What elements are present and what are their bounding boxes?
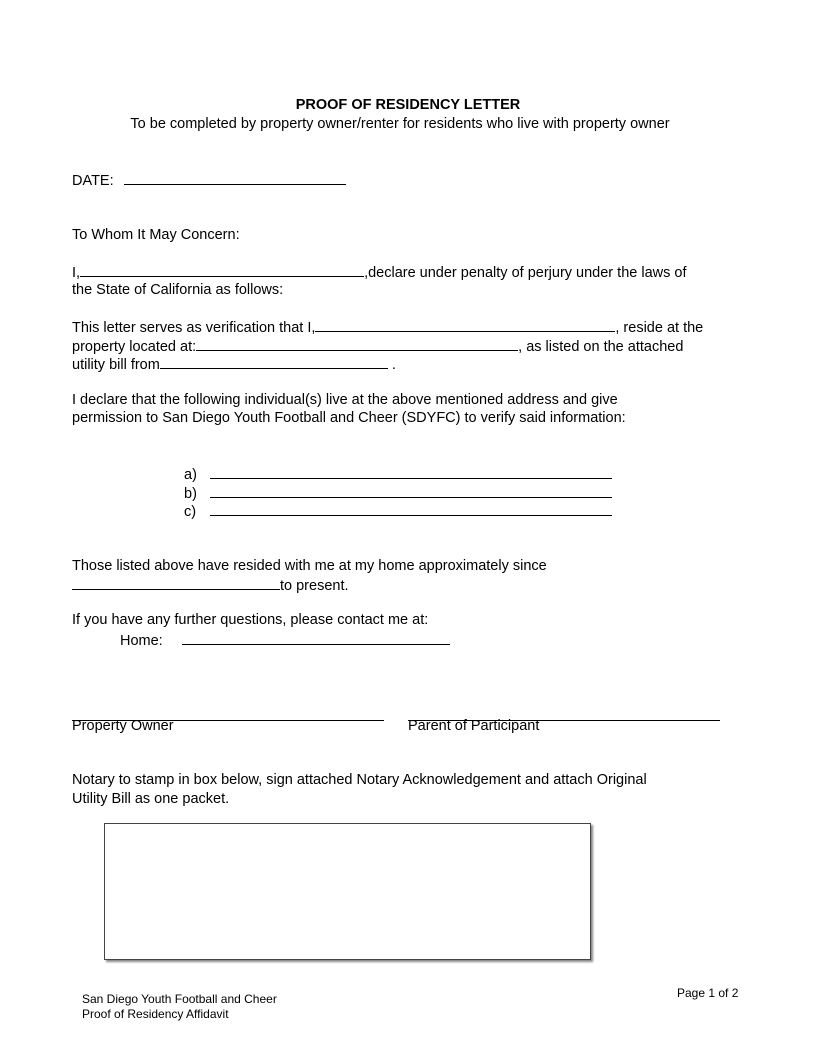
verification-text-2-end: , as listed on the attached xyxy=(518,339,684,355)
property-address-field[interactable] xyxy=(196,336,518,351)
declaration-text: ,declare under penalty of perjury under the laws of xyxy=(364,265,687,281)
residence-line-2 xyxy=(72,575,349,595)
declaration-line-2: the State of California as follows: xyxy=(72,282,284,298)
individual-row-c xyxy=(184,501,612,521)
contact-line-1: If you have any further questions, please contact me at: xyxy=(72,612,429,628)
verification-line-1 xyxy=(72,317,703,337)
verification-text-3-end: . xyxy=(387,357,396,373)
home-label: Home: xyxy=(120,633,163,649)
salutation: To Whom It May Concern: xyxy=(72,227,240,243)
individual-row-b xyxy=(184,483,612,503)
parent-label: Parent of Participant xyxy=(408,718,540,734)
residence-line-1: Those listed above have resided with me at my home approximately since xyxy=(72,558,547,574)
declarant-name-field[interactable] xyxy=(80,262,364,277)
utility-bill-field[interactable] xyxy=(160,354,388,369)
individual-field-c[interactable] xyxy=(210,501,612,516)
declaration-line-1 xyxy=(72,262,686,282)
verification-text-2: property located at: xyxy=(72,339,197,355)
verification-line-2 xyxy=(72,336,683,356)
date-field[interactable] xyxy=(124,170,346,185)
property-owner-label: Property Owner xyxy=(72,718,174,734)
home-phone-row xyxy=(120,630,450,650)
verification-text-1: This letter serves as verification that I, xyxy=(72,320,316,336)
residence-to-present: to present. xyxy=(280,578,349,594)
residence-since-field[interactable] xyxy=(72,575,280,590)
verification-text-3: utility bill from xyxy=(72,357,160,373)
footer-doc-title: Proof of Residency Affidavit xyxy=(82,1007,229,1021)
individual-label-a: a) xyxy=(184,467,197,483)
verification-line-3 xyxy=(72,354,396,374)
declaration-prefix: I, xyxy=(72,265,81,281)
individual-row-a xyxy=(184,464,612,484)
individual-label-c: c) xyxy=(184,504,197,520)
notary-line-1: Notary to stamp in box below, sign attached Notary Acknowledgement and attach Original xyxy=(72,772,647,788)
date-label: DATE: xyxy=(72,173,114,189)
permission-line-1: I declare that the following individual(s) live at the above mentioned address and give xyxy=(72,392,618,408)
home-phone-field[interactable] xyxy=(182,630,450,645)
page-title: PROOF OF RESIDENCY LETTER xyxy=(295,97,521,113)
notary-stamp-box xyxy=(104,823,591,960)
page-subtitle: To be completed by property owner/renter for residents who live with property owner xyxy=(130,116,670,132)
permission-line-2: permission to San Diego Youth Football and Cheer (SDYFC) to verify said information: xyxy=(72,410,626,426)
resident-name-field[interactable] xyxy=(315,317,615,332)
footer-org: San Diego Youth Football and Cheer xyxy=(82,992,277,1006)
individual-field-a[interactable] xyxy=(210,464,612,479)
individual-label-b: b) xyxy=(184,486,197,502)
individual-field-b[interactable] xyxy=(210,483,612,498)
notary-line-2: Utility Bill as one packet. xyxy=(72,791,230,807)
date-row xyxy=(72,170,346,190)
verification-text-1-end: , reside at the xyxy=(615,320,704,336)
page-number: Page 1 of 2 xyxy=(677,986,739,1000)
